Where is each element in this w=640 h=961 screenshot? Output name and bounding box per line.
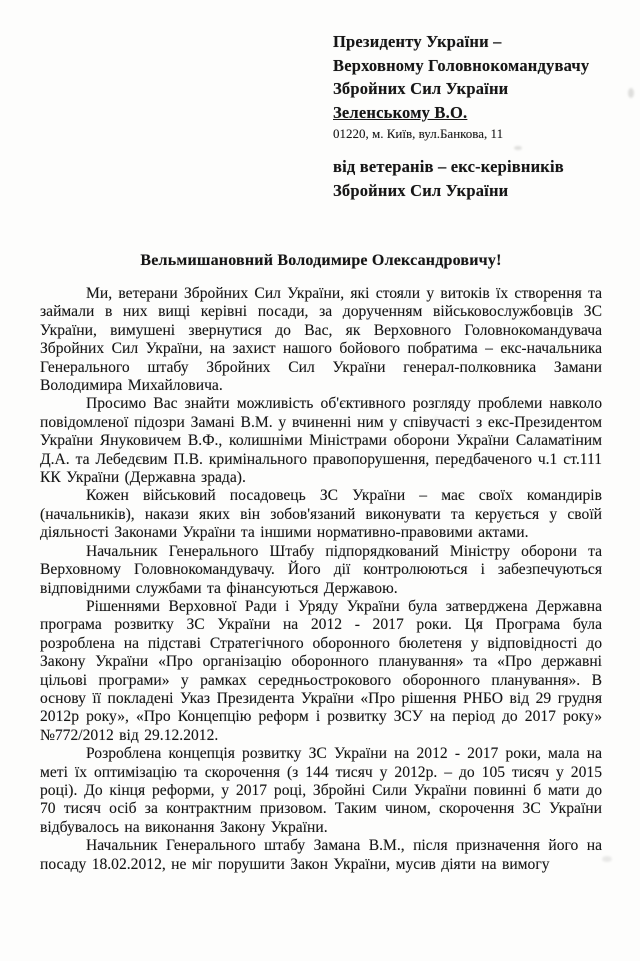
salutation: Вельмишановний Володимире Олександровичу! (140, 252, 502, 269)
paragraph: Розроблена концепція розвитку ЗС України на 2012 - 2017 роки, мала на меті їх оптимізацію та скорочення (з 144 тисяч у 2012р. – до 105 тисяч у 2015 році). До кінця реформи, у 2017 році, Збройні Сили України повинні б мати до 70 тисяч осіб за контрактним призовом. Таким чином, скорочення ЗС України відбувалось на виконання Закону України. (40, 745, 602, 836)
sender-block (333, 155, 633, 202)
paragraph: Начальник Генерального штабу Замана В.М., після призначення його на посаду 18.02.2012, не міг порушити Закон України, мусив діяти на вимогу (40, 837, 602, 873)
sender-line: Збройних Сил України (333, 180, 509, 200)
recipient-line: Збройних Сил України (333, 79, 509, 98)
recipient-line: Верховному Головнокомандувачу (333, 55, 590, 75)
letter-body (40, 252, 602, 874)
sender-line: від ветеранів – екс-керівників (333, 157, 564, 176)
recipient-line: Президенту України – (333, 32, 502, 51)
paragraph: Ми, ветерани Збройних Сил України, які стояли у витоків їх створення та займали в них вищі керівні посади, за дорученням військовослужбовців ЗС України, вимушені звернутися до Вас, як Верховного Головнокомандувача Збройних Сил України, на захист нашого бойового побратима – екс-начальника Генерального штабу Збройних Сил України генерал-полковника Замани Володимира Михайловича. (40, 285, 602, 395)
recipient-name: Зеленському В.О. (333, 102, 468, 122)
recipient-block (333, 30, 633, 143)
scan-artifact (602, 856, 612, 862)
paragraph: Просимо Вас знайти можливість об'єктивного розгляду проблеми навколо повідомленої підозри Замані В.М. у вчиненні ним у співучасті з екс-Президентом України Януковичем В.Ф., колишніми Міністрами оборони України Саламатіним Д.А. та Лебедєвим П.В. кримінального правопорушення, передбаченого ч.1 ст.111 КК України (Державна зрада). (40, 395, 602, 487)
paragraph: Начальник Генерального Штабу підпорядкований Міністру оборони та Верховному Головнокомандувачу. Його дії контролюються і забезпечуються відповідними службами та фінансуються Державою. (40, 542, 602, 597)
paragraph: Кожен військовий посадовець ЗС України – має своїх командирів (начальників), накази яких він зобов'язаний виконувати та керується у своїй діяльності Законами України та іншими нормативно-правовими актами. (40, 487, 602, 542)
recipient-address: 01220, м. Київ, вул.Банкова, 11 (333, 126, 504, 141)
scan-artifact (514, 146, 522, 150)
paragraph: Рішеннями Верховної Ради і Уряду України була затверджена Державна програма розвитку ЗС України на 2012 - 2017 роки. Ця Програма була розроблена на підставі Стратегічного оборонного бюлетеня у відповідності до Закону України «Про організацію оборонного планування» та «Про державні цільові програми» у рамках середньострокового оборонного планування». В основу її покладені Указ Президента України «Про рішення РНБО від 29 грудня 2012р року», «Про Концепцію реформ і розвитку ЗСУ на період до 2017 року» №772/2012 від 29.12.2012. (40, 597, 602, 744)
